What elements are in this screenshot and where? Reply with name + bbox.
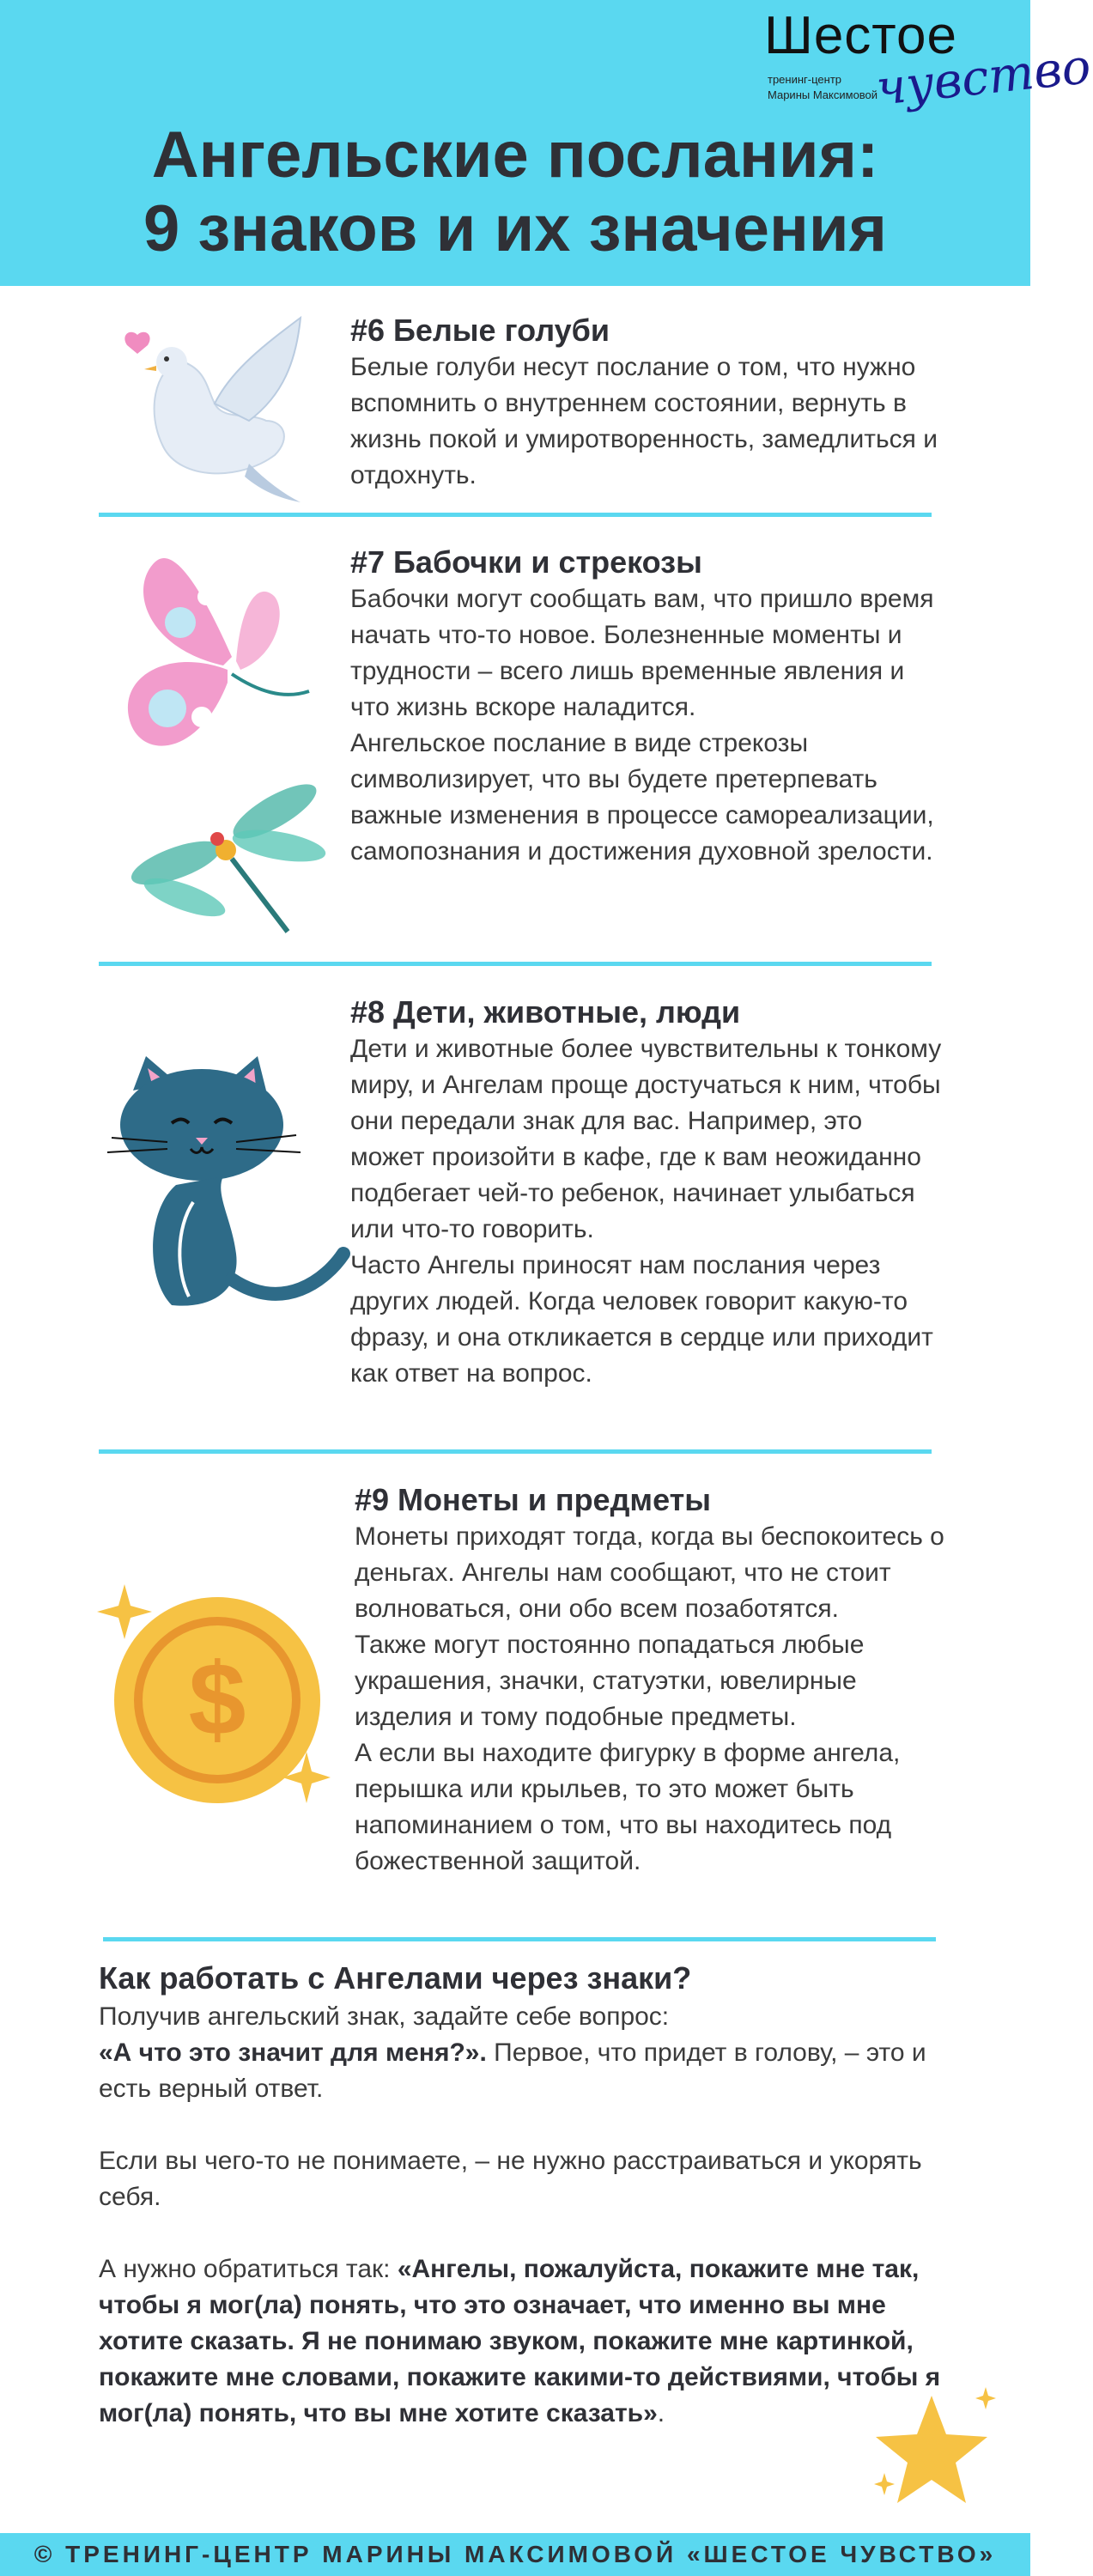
howto-p3-start: А нужно обратиться так: (99, 2255, 398, 2283)
howto-p3-quote: «Ангелы, пожалуйста, покажите мне так, чтобы я мог(ла) понять, что это означает, что именно вы мне хотите сказать. Я не понимаю звуком, покажите мне картинкой, покажите мне словами, покажите какими-то действиями, чтобы я мог(ла) понять, что вы мне хотите сказать» (99, 2255, 941, 2427)
dove-illustration (120, 309, 326, 507)
howto-p1-line1: Получив ангельский знак, задайте себе вопрос: (99, 2002, 670, 2031)
section-title: #9 Монеты и предметы (355, 1482, 711, 1517)
section-coins (355, 1481, 947, 1880)
section-text-3: А если вы находите фигурку в форме ангела, перышка или крыльев, то это может быть напоминанием о том, что вы находитесь под божественной защитой. (355, 1739, 901, 1875)
section-text-2: Ангельское послание в виде стрекозы символизирует, что вы будете претерпевать важные изменения в процессе самореализации, самопознания и достижения духовной зрелости. (350, 729, 934, 866)
howto-paragraph-1 (99, 1999, 949, 2107)
section-text-1: Дети и животные более чувствительны к тонкому миру, и Ангелам проще достучаться к ним, чтобы они передали знак для вас. Например, это может произойти в кафе, где к вам неожиданно подбегает чей-то ребенок, начинает улыбаться или что-то говорить. (350, 1035, 942, 1243)
logo-script-text: чувство (873, 39, 1093, 117)
howto-paragraph-3 (99, 2251, 949, 2432)
howto-p3-end: . (657, 2399, 665, 2427)
svg-text:$: $ (188, 1642, 246, 1757)
page-title-line2: 9 знаков и их значения (143, 192, 887, 265)
section-text-2: Часто Ангелы приносят нам послания через других людей. Когда человек говорит какую-то фразу, и она откликается в сердце или приходит как ответ на вопрос. (350, 1251, 933, 1388)
howto-p1-rest: Первое, что придет в голову, – это и есть верный ответ. (99, 2038, 926, 2103)
howto-title: Как работать с Ангелами через знаки? (99, 1960, 692, 1996)
logo-subtitle (768, 72, 877, 103)
section-text: Белые голуби несут послание о том, что нужно вспомнить о внутреннем состоянии, вернуть в жизнь покой и умиротворенность, замедлиться и отдохнуть. (350, 353, 938, 489)
cat-illustration (94, 1056, 352, 1314)
divider (99, 513, 932, 517)
section-text-1: Бабочки могут сообщать вам, что пришло время начать что-то новое. Болезненные моменты и трудности – всего лишь временные явления и что жизнь вскоре наладится. (350, 585, 934, 721)
page-title-line1: Ангельские послания: (151, 118, 879, 191)
section-title: #8 Дети, животные, люди (350, 994, 741, 1030)
howto-p1-question: «А что это значит для меня?». (99, 2038, 487, 2067)
section-text-1: Монеты приходят тогда, когда вы беспокоитесь о деньгах. Ангелы нам сообщают, что не стоит волноваться, они обо всем позаботятся. (355, 1522, 944, 1623)
section-children-animals (350, 993, 943, 1392)
page-title (0, 118, 1030, 266)
coin-illustration (90, 1584, 348, 1825)
section-title: #7 Бабочки и стрекозы (350, 544, 702, 580)
divider (99, 962, 932, 966)
dragonfly-illustration (124, 769, 322, 940)
section-text-2: Также могут постоянно попадаться любые украшения, значки, статуэтки, ювелирные изделия и тому подобные предметы. (355, 1631, 865, 1731)
butterfly-illustration (120, 545, 318, 769)
footer-copyright: © ТРЕНИНГ-ЦЕНТР МАРИНЫ МАКСИМОВОЙ «ШЕСТОЕ ЧУВСТВО» (0, 2533, 1030, 2576)
logo-subtitle-line1: тренинг-центр (768, 73, 841, 86)
section-white-doves (350, 312, 943, 494)
logo-main-text: Шестое (764, 6, 957, 65)
logo-subtitle-line2: Марины Максимовой (768, 88, 878, 101)
divider (99, 1449, 932, 1454)
section-title: #6 Белые голуби (350, 313, 610, 348)
howto-paragraph-2: Если вы чего-то не понимаете, – не нужно расстраиваться и укорять себя. (99, 2147, 922, 2211)
star-illustration (867, 2387, 996, 2516)
divider (103, 1937, 936, 1941)
howto-section (99, 1958, 949, 2432)
section-butterflies (350, 544, 943, 870)
header-banner (0, 0, 1093, 286)
logo (764, 5, 1093, 117)
